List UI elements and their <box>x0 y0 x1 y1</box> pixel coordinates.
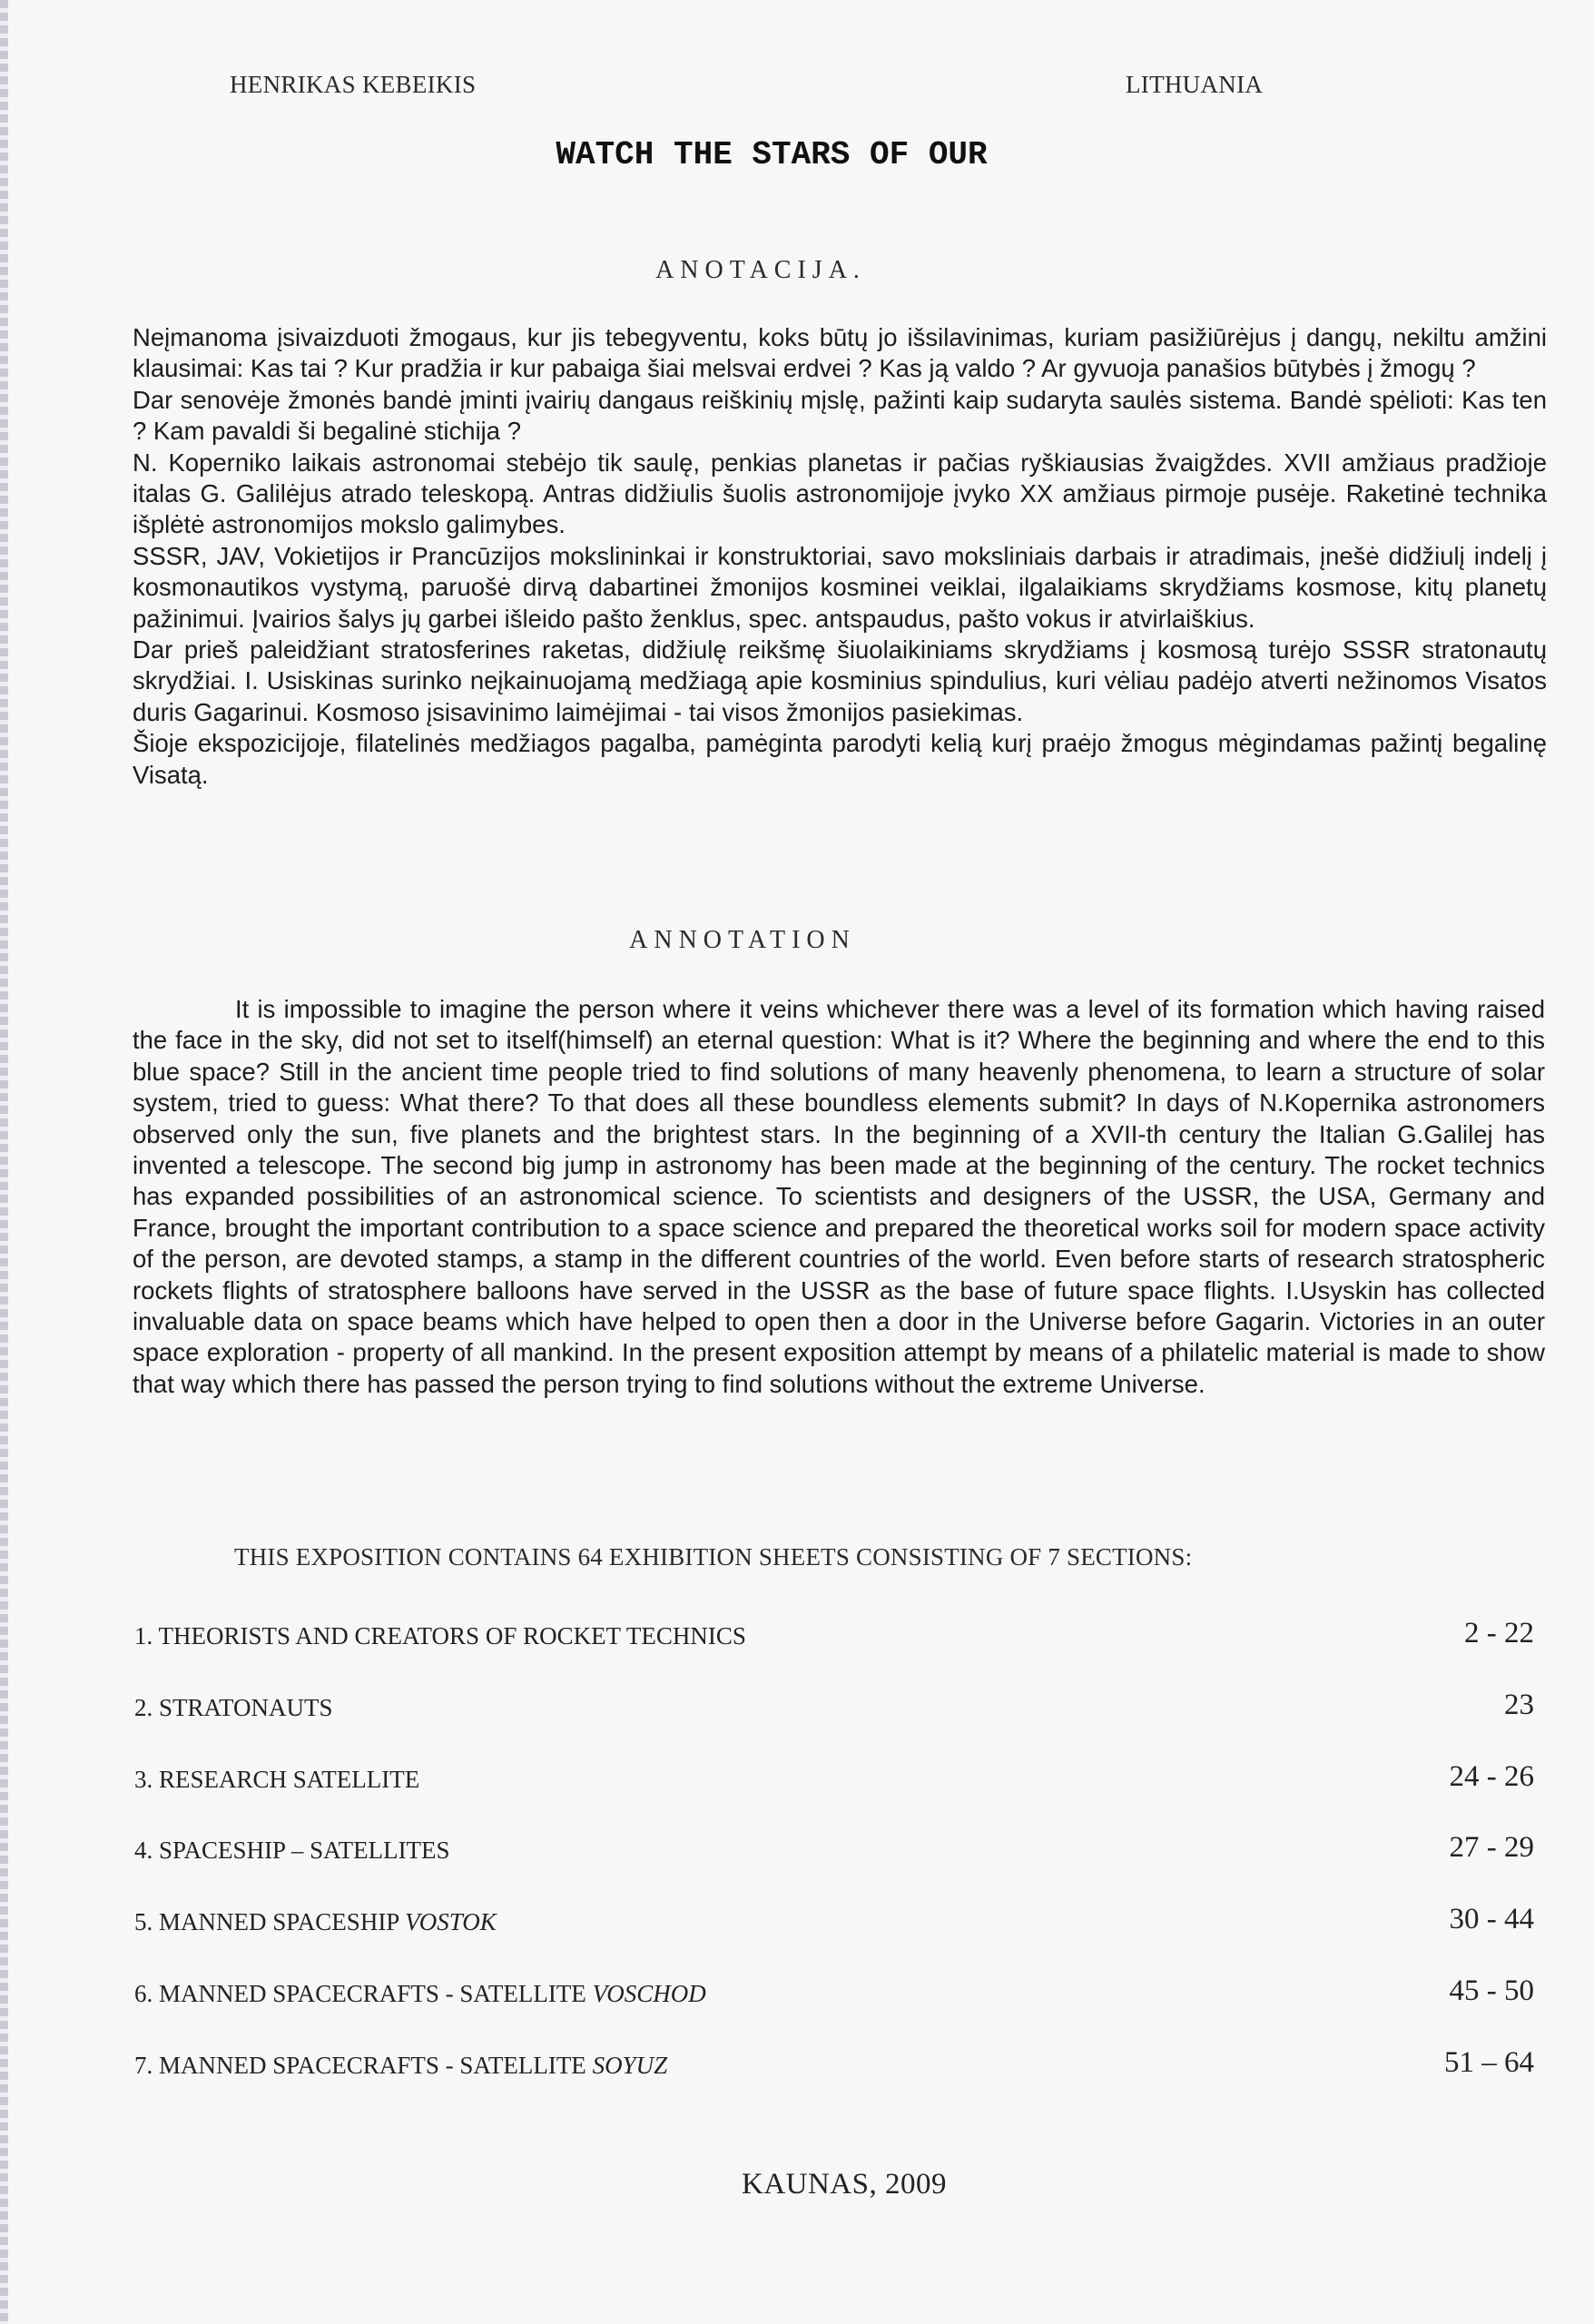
anotacija-paragraph: Šioje ekspozicijoje, filatelinės medžiagos pagalba, pamėginta parodyti kelią kurį praėjo žmogus mėgindamas pažintį begalinę Visatą. <box>133 729 1547 789</box>
section-pages: 51 – 64 <box>1444 2045 1534 2079</box>
section-item <box>134 1690 1534 1762</box>
place-and-year: KAUNAS, 2009 <box>741 2168 947 2201</box>
author-name: HENRIKAS KEBEIKIS <box>230 71 477 98</box>
annotation-paragraph: It is impossible to imagine the person where it veins whichever there was a level of its formation which having raised the face in the sky, did not set to itself(himself) an eternal question: What is it? Where the beginning and where the end to this blue space? Still in the ancient time people tried to find solutions of many heavenly phenomena, to learn a structure of solar system, tried to guess: What there? To that does all these boundless elements submit? In days of N.Kopernika astronomers observed only the sun, five planets and the brightest stars. In the beginning of a XVII-th century the Italian G.Galilej has invented a telescope. The second big jump in astronomy has been made at the beginning of the century. The rocket technics has expanded possibilities of an astronomical science. To scientists and designers of the USSR, the USA, Germany and France, brought the important contribution to a space science and prepared the theoretical works soil for modern space activity of the person, are devoted stamps, a stamp in the different countries of the world. Even before starts of research stratospheric rockets flights of stratosphere balloons have served in the USSR as the base of future space flights. I.Usyskin has collected invaluable data on space beams which have helped to open then a door in the Universe before Gagarin. Victories in an outer space exploration - property of all mankind. In the present exposition attempt by means of a philatelic material is made to show that way which there has passed the person trying to find solutions without the extreme Universe. <box>133 995 1545 1398</box>
anotacija-paragraph: Dar senovėje žmonės bandė įminti įvairių dangaus reiškinių mįslę, pažinti kaip sudaryta saulės sistema. Bandė spėlioti: Kas ten ? Kam pavaldi ši begalinė stichija ? <box>133 385 1547 446</box>
section-item <box>134 2045 1534 2120</box>
section-pages: 23 <box>1504 1688 1534 1721</box>
section-label-italic: SOYUZ <box>592 2051 668 2079</box>
anotacija-body <box>133 322 1547 791</box>
anotacija-paragraph: Dar prieš paleidžiant stratosferines raketas, didžiulę reikšmę šiuolaikiniams skrydžiams į kosmosą turėjo SSSR stratonautų skrydžiai. I. Usiskinas surinko neįkainuojamą medžiagą apie kosminius spindulius, kuri vėliau padėjo atverti nežinomos Visatos duris Gagarinui. Kosmoso įsisavinimo laimėjimai - tai visos žmonijos pasiekimas. <box>133 635 1547 726</box>
section-item <box>134 1905 1534 1976</box>
section-item <box>134 1833 1534 1905</box>
scan-edge <box>0 0 8 2324</box>
sections-list <box>134 1619 1534 2120</box>
section-label: 6. MANNED SPACECRAFTS - SATELLITE <box>134 1979 593 2007</box>
page-title: WATCH THE STARS OF OUR <box>556 136 988 173</box>
section-item <box>134 1976 1534 2048</box>
section-label-italic: VOSCHOD <box>592 1979 706 2007</box>
section-label-italic: VOSTOK <box>405 1908 497 1936</box>
section-pages: 27 - 29 <box>1449 1831 1534 1865</box>
section-item <box>134 1619 1534 1690</box>
section-pages: 45 - 50 <box>1449 1974 1534 2007</box>
section-pages: 24 - 26 <box>1449 1759 1534 1793</box>
section-label: 3. RESEARCH SATELLITE <box>134 1765 420 1793</box>
section-label: 7. MANNED SPACECRAFTS - SATELLITE <box>134 2051 593 2079</box>
section-label: 4. SPACESHIP – SATELLITES <box>134 1837 450 1865</box>
section-label: 1. THEORISTS AND CREATORS OF ROCKET TECHNICS <box>134 1622 746 1649</box>
country-name: LITHUANIA <box>1126 71 1264 98</box>
anotacija-paragraph: Neįmanoma įsivaizduoti žmogaus, kur jis tebegyventu, koks būtų jo išsilavinimas, kuriam pasižiūrėjus į dangų, nekiltu amžini klausimai: Kas tai ? Kur pradžia ir kur pabaiga šiai melsvai erdvei ? Kas ją valdo ? Ar gyvuoja panašios būtybės į žmogų ? <box>133 323 1547 383</box>
anotacija-heading: ANOTACIJA. <box>655 256 866 284</box>
section-item <box>134 1759 1534 1834</box>
section-label: 5. MANNED SPACESHIP <box>134 1908 406 1936</box>
section-pages: 2 - 22 <box>1464 1617 1534 1649</box>
section-pages: 30 - 44 <box>1449 1903 1534 1936</box>
exposition-intro: THIS EXPOSITION CONTAINS 64 EXHIBITION SHEETS CONSISTING OF 7 SECTIONS: <box>234 1543 1193 1571</box>
anotacija-paragraph: SSSR, JAV, Vokietijos ir Prancūzijos mokslininkai ir konstruktoriai, savo moksliniais darbais ir atradimais, įnešė didžiulį indelį į kosmonautikos vystymą, paruošė dirvą dabartinei žmonijos kosminei veiklai, ilgalaikiams skrydžiams kosmose, kitų planetų pažinimui. Įvairios šalys jų garbei išleido pašto ženklus, spec. antspaudus, pašto vokus ir atvirlaiškius. <box>133 541 1547 633</box>
annotation-body <box>133 994 1545 1400</box>
anotacija-paragraph: N. Koperniko laikais astronomai stebėjo tik saulę, penkias planetas ir pačias ryškiausias žvaigždes. XVII amžiaus pradžioje italas G. Galilėjus atrado teleskopą. Antras didžiulis šuolis astronomijoje įvyko XX amžiaus pirmoje pusėje. Raketinė technika išplėtė astronomijos mokslo galimybes. <box>133 448 1547 539</box>
section-label: 2. STRATONAUTS <box>134 1693 333 1721</box>
annotation-heading: ANNOTATION <box>629 926 856 954</box>
